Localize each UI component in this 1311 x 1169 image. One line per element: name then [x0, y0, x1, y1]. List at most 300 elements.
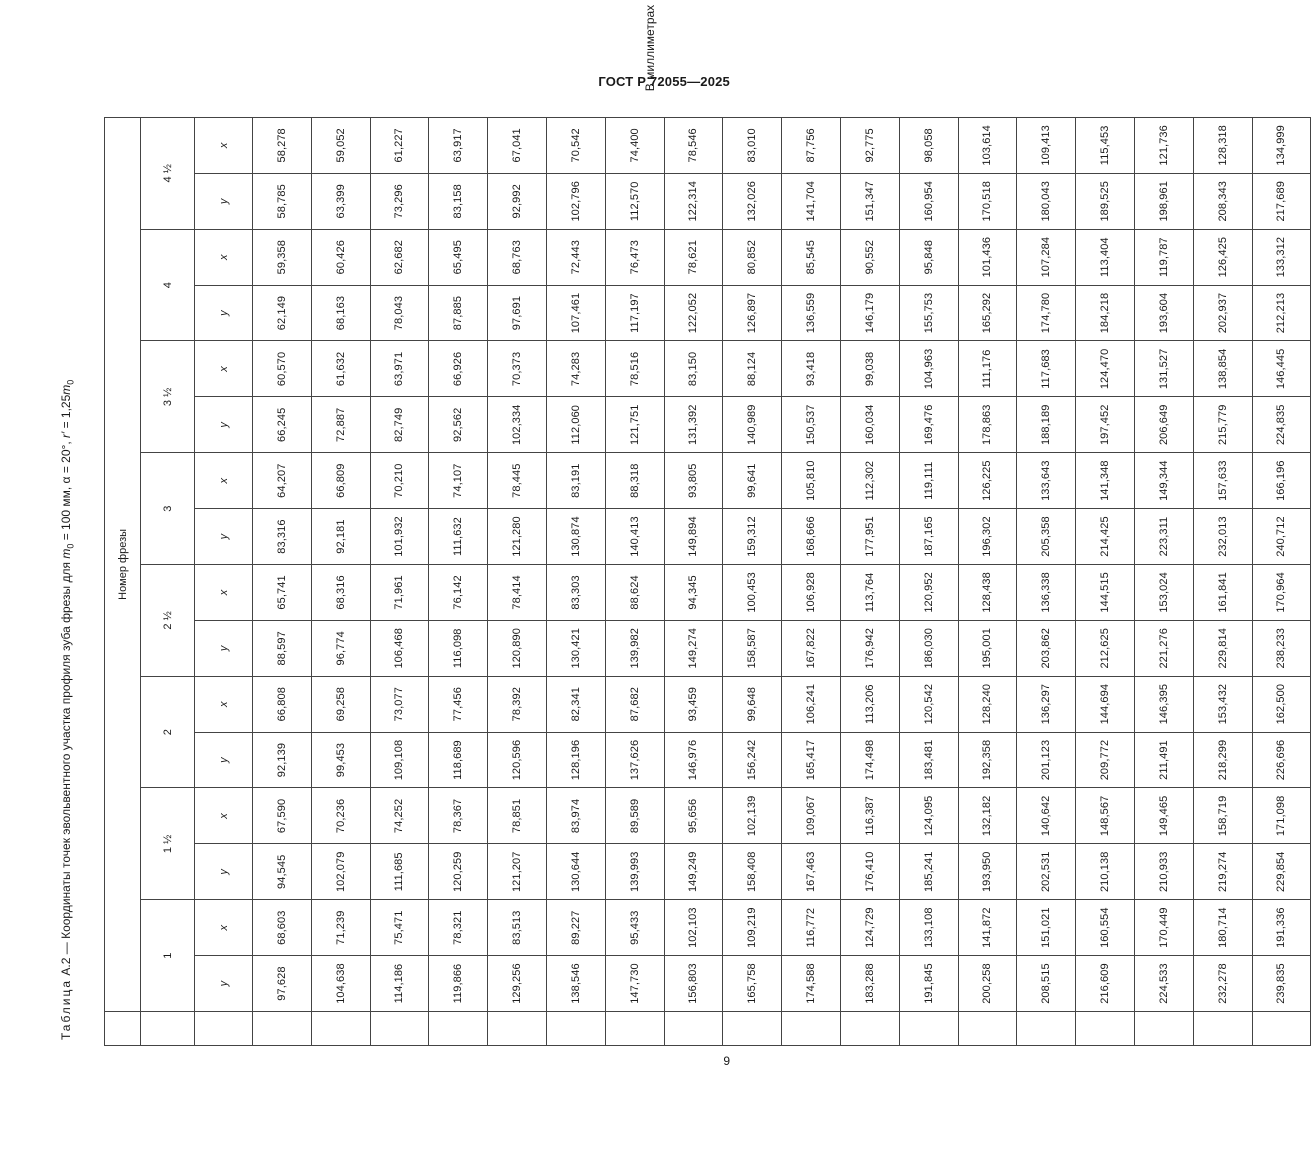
- coordinate-cell: 66,926: [429, 341, 488, 397]
- coordinate-cell: 83,513: [488, 900, 547, 956]
- coordinate-cell: 133,108: [899, 900, 958, 956]
- coordinate-cell: 109,108: [370, 732, 429, 788]
- coordinate-cell: 102,796: [546, 173, 605, 229]
- coordinate-cell: 159,312: [723, 509, 782, 565]
- coordinate-cell: 101,436: [958, 229, 1017, 285]
- coordinate-cell: 138,546: [546, 956, 605, 1012]
- table-corner: [605, 1012, 664, 1046]
- coordinate-cell: 117,683: [1017, 341, 1076, 397]
- axis-y-header: y: [195, 620, 253, 676]
- coordinate-cell: 160,554: [1076, 900, 1135, 956]
- coordinate-cell: 102,079: [311, 844, 370, 900]
- coordinate-cell: 121,751: [605, 397, 664, 453]
- table-corner: [1193, 1012, 1252, 1046]
- coordinate-cell: 215,779: [1193, 397, 1252, 453]
- coordinate-cell: 122,052: [664, 285, 723, 341]
- coordinate-cell: 150,537: [782, 397, 841, 453]
- axis-y-header: y: [195, 844, 253, 900]
- table-corner: [958, 1012, 1017, 1046]
- coordinate-cell: 160,954: [899, 173, 958, 229]
- coordinate-cell: 187,165: [899, 509, 958, 565]
- coordinate-cell: 180,714: [1193, 900, 1252, 956]
- coordinate-cell: 78,321: [429, 900, 488, 956]
- coordinate-cell: 95,433: [605, 900, 664, 956]
- coordinate-cell: 183,481: [899, 732, 958, 788]
- coordinate-cell: 208,515: [1017, 956, 1076, 1012]
- table-corner: [141, 1012, 195, 1046]
- coordinate-cell: 146,445: [1252, 341, 1311, 397]
- coordinate-cell: 224,533: [1134, 956, 1193, 1012]
- coordinate-cell: 68,603: [253, 900, 312, 956]
- coordinate-cell: 83,303: [546, 565, 605, 621]
- coordinate-cell: 180,043: [1017, 173, 1076, 229]
- coordinate-cell: 67,590: [253, 788, 312, 844]
- table-row: [1252, 117, 1311, 1045]
- coordinate-cell: 106,241: [782, 676, 841, 732]
- table-caption: [58, 380, 78, 1040]
- coordinate-cell: 232,278: [1193, 956, 1252, 1012]
- coordinate-cell: 136,297: [1017, 676, 1076, 732]
- coordinate-cell: 112,302: [840, 453, 899, 509]
- coordinate-cell: 210,933: [1134, 844, 1193, 900]
- table-corner: [370, 1012, 429, 1046]
- coordinate-cell: 85,545: [782, 229, 841, 285]
- coordinate-cell: 99,453: [311, 732, 370, 788]
- coordinate-cell: 70,542: [546, 117, 605, 173]
- coordinate-cell: 149,249: [664, 844, 723, 900]
- coordinate-cell: 93,805: [664, 453, 723, 509]
- coordinate-cell: 165,417: [782, 732, 841, 788]
- coordinate-cell: 74,252: [370, 788, 429, 844]
- coordinate-cell: 93,459: [664, 676, 723, 732]
- axis-y-header: y: [195, 397, 253, 453]
- coordinate-cell: 100,453: [723, 565, 782, 621]
- coordinate-cell: 146,395: [1134, 676, 1193, 732]
- coordinate-cell: 95,656: [664, 788, 723, 844]
- coordinate-cell: 74,283: [546, 341, 605, 397]
- coordinate-cell: 114,186: [370, 956, 429, 1012]
- coordinate-cell: 121,280: [488, 509, 547, 565]
- coordinate-cell: 124,470: [1076, 341, 1135, 397]
- coordinate-cell: 116,387: [840, 788, 899, 844]
- coordinate-cell: 203,862: [1017, 620, 1076, 676]
- coordinate-cell: 83,010: [723, 117, 782, 173]
- coordinate-cell: 83,316: [253, 509, 312, 565]
- coordinate-cell: 87,756: [782, 117, 841, 173]
- coordinate-cell: 102,334: [488, 397, 547, 453]
- coordinate-cell: 217,689: [1252, 173, 1311, 229]
- caption-text: = 1,25: [59, 394, 73, 432]
- table-corner: [1252, 1012, 1311, 1046]
- coordinate-cell: 96,774: [311, 620, 370, 676]
- cutter-number-header: 3: [141, 453, 195, 565]
- coordinate-cell: 208,343: [1193, 173, 1252, 229]
- coordinate-cell: 83,158: [429, 173, 488, 229]
- coordinate-cell: 92,775: [840, 117, 899, 173]
- coordinate-cell: 131,527: [1134, 341, 1193, 397]
- axis-x-header: x: [195, 229, 253, 285]
- coordinate-cell: 109,413: [1017, 117, 1076, 173]
- coordinate-cell: 151,021: [1017, 900, 1076, 956]
- axis-x-header: x: [195, 900, 253, 956]
- coordinate-cell: 78,392: [488, 676, 547, 732]
- coordinate-cell: 146,179: [840, 285, 899, 341]
- coordinate-cell: 113,764: [840, 565, 899, 621]
- coordinate-cell: 107,461: [546, 285, 605, 341]
- coordinate-cell: 219,274: [1193, 844, 1252, 900]
- coordinate-cell: 188,189: [1017, 397, 1076, 453]
- coordinate-cell: 104,638: [311, 956, 370, 1012]
- coordinate-cell: 120,952: [899, 565, 958, 621]
- coordinate-cell: 104,963: [899, 341, 958, 397]
- coordinate-cell: 126,897: [723, 285, 782, 341]
- coordinate-cell: 195,001: [958, 620, 1017, 676]
- coordinate-cell: 144,515: [1076, 565, 1135, 621]
- coordinate-cell: 226,696: [1252, 732, 1311, 788]
- coordinate-cell: 89,589: [605, 788, 664, 844]
- coordinate-cell: 165,758: [723, 956, 782, 1012]
- caption-text: = 100 мм, α = 20°,: [59, 438, 73, 544]
- coordinate-cell: 149,274: [664, 620, 723, 676]
- coordinate-cell: 120,259: [429, 844, 488, 900]
- coordinate-cell: 130,874: [546, 509, 605, 565]
- coordinate-cell: 223,311: [1134, 509, 1193, 565]
- coordinate-cell: 140,642: [1017, 788, 1076, 844]
- coordinate-cell: 92,139: [253, 732, 312, 788]
- coordinate-cell: 193,950: [958, 844, 1017, 900]
- coordinate-cell: 139,993: [605, 844, 664, 900]
- table-row: [723, 117, 782, 1045]
- coordinate-cell: 78,621: [664, 229, 723, 285]
- table-row: [253, 117, 312, 1045]
- coordinate-cell: 107,284: [1017, 229, 1076, 285]
- coordinate-cell: 117,197: [605, 285, 664, 341]
- coordinate-cell: 77,456: [429, 676, 488, 732]
- axis-y-header: y: [195, 173, 253, 229]
- group-header-cutter-number: Номер фрезы: [105, 117, 141, 1011]
- coordinate-cell: 116,772: [782, 900, 841, 956]
- table-row: [1017, 117, 1076, 1045]
- coordinate-cell: 73,296: [370, 173, 429, 229]
- coordinate-cell: 202,937: [1193, 285, 1252, 341]
- table-row: [899, 117, 958, 1045]
- cutter-number-header: 2 ½: [141, 565, 195, 677]
- coordinate-cell: 224,835: [1252, 397, 1311, 453]
- coordinate-cell: 201,123: [1017, 732, 1076, 788]
- coordinate-cell: 229,854: [1252, 844, 1311, 900]
- coordinate-cell: 70,210: [370, 453, 429, 509]
- coordinate-cell: 202,531: [1017, 844, 1076, 900]
- coordinate-cell: 170,964: [1252, 565, 1311, 621]
- coordinate-cell: 61,632: [311, 341, 370, 397]
- coordinate-cell: 78,367: [429, 788, 488, 844]
- coordinate-cell: 198,961: [1134, 173, 1193, 229]
- cutter-number-header: 4 ½: [141, 117, 195, 229]
- coordinate-cell: 124,095: [899, 788, 958, 844]
- coordinate-cell: 158,719: [1193, 788, 1252, 844]
- coordinate-cell: 118,689: [429, 732, 488, 788]
- coordinate-cell: 206,649: [1134, 397, 1193, 453]
- coordinate-cell: 59,052: [311, 117, 370, 173]
- axis-x-header: x: [195, 788, 253, 844]
- coordinate-cell: 65,741: [253, 565, 312, 621]
- coordinate-cell: 141,348: [1076, 453, 1135, 509]
- coordinate-cell: 144,694: [1076, 676, 1135, 732]
- coordinate-cell: 74,107: [429, 453, 488, 509]
- coordinate-cell: 128,240: [958, 676, 1017, 732]
- coordinate-cell: 133,312: [1252, 229, 1311, 285]
- coordinate-cell: 111,176: [958, 341, 1017, 397]
- coordinate-cell: 137,626: [605, 732, 664, 788]
- coordinate-cell: 60,570: [253, 341, 312, 397]
- coordinate-cell: 191,336: [1252, 900, 1311, 956]
- coordinate-cell: 196,302: [958, 509, 1017, 565]
- coordinates-table-wrapper: [104, 118, 1288, 1046]
- coordinate-cell: 113,404: [1076, 229, 1135, 285]
- coordinate-cell: 78,851: [488, 788, 547, 844]
- axis-x-header: x: [195, 676, 253, 732]
- coordinate-cell: 68,316: [311, 565, 370, 621]
- coordinate-cell: 156,803: [664, 956, 723, 1012]
- coordinate-cell: 65,495: [429, 229, 488, 285]
- coordinate-cell: 205,358: [1017, 509, 1076, 565]
- coordinate-cell: 102,103: [664, 900, 723, 956]
- coordinate-cell: 78,414: [488, 565, 547, 621]
- coordinate-cell: 149,344: [1134, 453, 1193, 509]
- coordinate-cell: 69,258: [311, 676, 370, 732]
- coordinate-cell: 92,562: [429, 397, 488, 453]
- coordinate-cell: 211,491: [1134, 732, 1193, 788]
- table-row: [840, 117, 899, 1045]
- coordinate-cell: 158,408: [723, 844, 782, 900]
- coordinate-cell: 70,236: [311, 788, 370, 844]
- coordinate-cell: 212,625: [1076, 620, 1135, 676]
- coordinate-cell: 72,887: [311, 397, 370, 453]
- page-number: 9: [723, 1054, 730, 1068]
- coordinate-cell: 122,314: [664, 173, 723, 229]
- coordinate-cell: 197,452: [1076, 397, 1135, 453]
- coordinate-cell: 132,026: [723, 173, 782, 229]
- cutter-number-header: 1 ½: [141, 788, 195, 900]
- coordinate-cell: 93,418: [782, 341, 841, 397]
- coordinate-cell: 139,982: [605, 620, 664, 676]
- coordinate-cell: 82,749: [370, 397, 429, 453]
- coordinate-cell: 162,500: [1252, 676, 1311, 732]
- coordinate-cell: 92,992: [488, 173, 547, 229]
- caption-module-symbol: m: [59, 548, 73, 559]
- coordinates-table: [104, 117, 1311, 1046]
- coordinate-cell: 124,729: [840, 900, 899, 956]
- table-corner: [105, 1012, 141, 1046]
- coordinate-cell: 160,034: [840, 397, 899, 453]
- coordinate-cell: 90,552: [840, 229, 899, 285]
- coordinate-cell: 112,060: [546, 397, 605, 453]
- coordinate-cell: 83,191: [546, 453, 605, 509]
- coordinate-cell: 216,609: [1076, 956, 1135, 1012]
- coordinate-cell: 66,808: [253, 676, 312, 732]
- coordinate-cell: 63,917: [429, 117, 488, 173]
- table-row: [311, 117, 370, 1045]
- coordinate-cell: 72,443: [546, 229, 605, 285]
- axis-x-header: x: [195, 565, 253, 621]
- table-corner: [311, 1012, 370, 1046]
- coordinate-cell: 71,239: [311, 900, 370, 956]
- coordinate-cell: 147,730: [605, 956, 664, 1012]
- coordinate-cell: 88,318: [605, 453, 664, 509]
- table-row: [1134, 117, 1193, 1045]
- coordinate-cell: 113,206: [840, 676, 899, 732]
- coordinate-cell: 161,841: [1193, 565, 1252, 621]
- coordinate-cell: 153,432: [1193, 676, 1252, 732]
- coordinate-cell: 128,196: [546, 732, 605, 788]
- axis-y-header: y: [195, 956, 253, 1012]
- coordinate-cell: 177,951: [840, 509, 899, 565]
- coordinate-cell: 66,245: [253, 397, 312, 453]
- coordinate-cell: 174,780: [1017, 285, 1076, 341]
- coordinate-cell: 239,835: [1252, 956, 1311, 1012]
- coordinate-cell: 200,258: [958, 956, 1017, 1012]
- coordinate-cell: 209,772: [1076, 732, 1135, 788]
- coordinate-cell: 153,024: [1134, 565, 1193, 621]
- coordinate-cell: 120,890: [488, 620, 547, 676]
- coordinate-cell: 95,848: [899, 229, 958, 285]
- coordinate-cell: 78,516: [605, 341, 664, 397]
- coordinate-cell: 80,852: [723, 229, 782, 285]
- coordinate-cell: 63,399: [311, 173, 370, 229]
- table-corner: [899, 1012, 958, 1046]
- coordinate-cell: 232,013: [1193, 509, 1252, 565]
- table-row: [782, 117, 841, 1045]
- table-corner: [664, 1012, 723, 1046]
- coordinate-cell: 88,624: [605, 565, 664, 621]
- coordinate-cell: 119,787: [1134, 229, 1193, 285]
- coordinate-cell: 170,449: [1134, 900, 1193, 956]
- table-row: [546, 117, 605, 1045]
- coordinate-cell: 98,058: [899, 117, 958, 173]
- coordinate-cell: 185,241: [899, 844, 958, 900]
- coordinate-cell: 158,587: [723, 620, 782, 676]
- coordinate-cell: 151,347: [840, 173, 899, 229]
- caption-lead: Таблица: [59, 978, 73, 1040]
- coordinate-cell: 178,863: [958, 397, 1017, 453]
- coordinate-cell: 66,809: [311, 453, 370, 509]
- coordinate-cell: 58,785: [253, 173, 312, 229]
- coordinate-cell: 174,498: [840, 732, 899, 788]
- coordinate-cell: 109,219: [723, 900, 782, 956]
- table-corner: [723, 1012, 782, 1046]
- cutter-number-header: 2: [141, 676, 195, 788]
- coordinate-cell: 99,648: [723, 676, 782, 732]
- coordinate-cell: 78,445: [488, 453, 547, 509]
- axis-y-header: y: [195, 732, 253, 788]
- coordinate-cell: 109,067: [782, 788, 841, 844]
- coordinate-cell: 99,641: [723, 453, 782, 509]
- axis-y-header: y: [195, 285, 253, 341]
- coordinate-cell: 155,753: [899, 285, 958, 341]
- coordinate-cell: 60,426: [311, 229, 370, 285]
- coordinate-cell: 136,338: [1017, 565, 1076, 621]
- coordinate-cell: 78,546: [664, 117, 723, 173]
- coordinate-cell: 64,207: [253, 453, 312, 509]
- coordinate-cell: 121,207: [488, 844, 547, 900]
- coordinate-cell: 132,182: [958, 788, 1017, 844]
- table-corner: [488, 1012, 547, 1046]
- coordinate-cell: 120,542: [899, 676, 958, 732]
- coordinate-cell: 221,276: [1134, 620, 1193, 676]
- cutter-number-header: 1: [141, 900, 195, 1012]
- table-row: [1193, 117, 1252, 1045]
- coordinate-cell: 131,392: [664, 397, 723, 453]
- table-corner: [195, 1012, 253, 1046]
- coordinate-cell: 240,712: [1252, 509, 1311, 565]
- coordinate-cell: 126,225: [958, 453, 1017, 509]
- coordinate-cell: 146,976: [664, 732, 723, 788]
- table-row: [488, 117, 547, 1045]
- coordinate-cell: 167,822: [782, 620, 841, 676]
- caption-module-subscript: 0: [65, 379, 76, 385]
- coordinate-cell: 78,043: [370, 285, 429, 341]
- coordinate-cell: 116,098: [429, 620, 488, 676]
- axis-x-header: x: [195, 453, 253, 509]
- coordinate-cell: 71,961: [370, 565, 429, 621]
- coordinate-cell: 87,682: [605, 676, 664, 732]
- coordinate-cell: 68,163: [311, 285, 370, 341]
- coordinate-cell: 115,453: [1076, 117, 1135, 173]
- table-row: [605, 117, 664, 1045]
- standard-code: ГОСТ Р 72055—2025: [598, 74, 730, 89]
- caption-module-subscript: 0: [65, 543, 76, 549]
- coordinate-cell: 121,736: [1134, 117, 1193, 173]
- coordinate-cell: 99,038: [840, 341, 899, 397]
- coordinate-cell: 136,559: [782, 285, 841, 341]
- coordinate-cell: 214,425: [1076, 509, 1135, 565]
- coordinate-cell: 76,473: [605, 229, 664, 285]
- axis-y-header: y: [195, 509, 253, 565]
- coordinate-cell: 97,628: [253, 956, 312, 1012]
- cutter-number-header: 3 ½: [141, 341, 195, 453]
- coordinate-cell: 170,518: [958, 173, 1017, 229]
- coordinate-cell: 106,928: [782, 565, 841, 621]
- coordinate-cell: 140,989: [723, 397, 782, 453]
- table-row: [958, 117, 1017, 1045]
- coordinate-cell: 171,098: [1252, 788, 1311, 844]
- table-row: [429, 117, 488, 1045]
- coordinate-cell: 102,139: [723, 788, 782, 844]
- coordinate-cell: 212,213: [1252, 285, 1311, 341]
- coordinate-cell: 157,633: [1193, 453, 1252, 509]
- coordinate-cell: 76,142: [429, 565, 488, 621]
- coordinate-cell: 134,999: [1252, 117, 1311, 173]
- coordinate-cell: 105,810: [782, 453, 841, 509]
- coordinate-cell: 119,866: [429, 956, 488, 1012]
- caption-module-symbol: m: [59, 384, 73, 395]
- coordinate-cell: 130,421: [546, 620, 605, 676]
- coordinate-cell: 61,227: [370, 117, 429, 173]
- coordinate-cell: 130,644: [546, 844, 605, 900]
- coordinate-cell: 73,077: [370, 676, 429, 732]
- coordinate-cell: 126,425: [1193, 229, 1252, 285]
- coordinate-cell: 63,971: [370, 341, 429, 397]
- table-row: [664, 117, 723, 1045]
- coordinate-cell: 141,704: [782, 173, 841, 229]
- coordinate-cell: 168,666: [782, 509, 841, 565]
- table-corner: [782, 1012, 841, 1046]
- table-row: [370, 117, 429, 1045]
- coordinate-cell: 174,588: [782, 956, 841, 1012]
- coordinate-cell: 92,181: [311, 509, 370, 565]
- coordinate-cell: 89,227: [546, 900, 605, 956]
- coordinate-cell: 119,111: [899, 453, 958, 509]
